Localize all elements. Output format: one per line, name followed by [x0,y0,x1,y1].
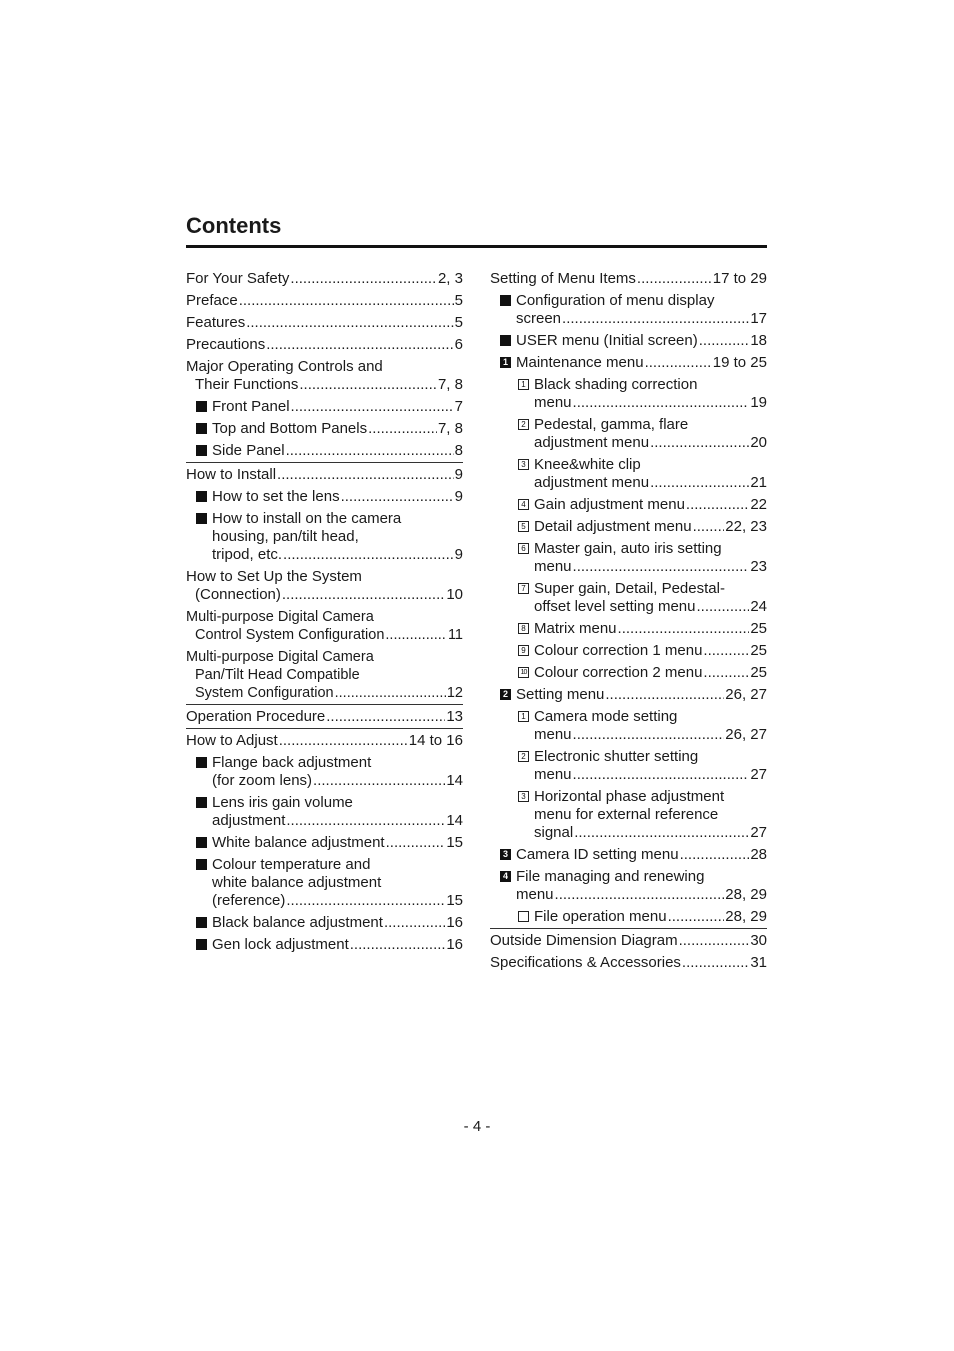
leader-dots [335,684,446,702]
entry-page: 14 [446,812,463,829]
entry-title: Lens iris gain volume [212,794,353,811]
entry-page: 7 [454,398,463,415]
leader-dots [286,892,445,910]
toc-subentry[interactable] [186,914,463,932]
toc-subentry[interactable] [186,510,463,564]
entry-title-cont: adjustment [212,812,286,829]
entry-page: 19 [750,394,767,411]
toc-subsubentry[interactable] [490,748,767,784]
toc-subentry[interactable] [490,292,767,328]
toc-entry[interactable] [490,270,767,288]
entry-page: 9 [454,546,463,563]
boxed-number-1-icon: 1 [518,379,529,390]
square-bullet-icon [196,837,207,848]
entry-title: Setting menu [516,686,605,703]
entry-title: Black balance adjustment [212,914,383,931]
toc-entry[interactable] [186,336,463,354]
toc-subsubentry[interactable] [490,620,767,638]
leader-dots [703,664,749,682]
toc-subsubentry[interactable] [490,580,767,616]
boxed-number-10-icon: 10 [518,667,529,678]
leader-dots [605,686,724,704]
entry-page: 5 [454,314,463,331]
entry-title: Knee&white clip [534,456,641,473]
leader-dots [283,546,454,564]
toc-subentry[interactable] [186,754,463,790]
entry-title: Super gain, Detail, Pedestal- [534,580,725,597]
entry-title: File operation menu [534,908,667,925]
entry-title: White balance adjustment [212,834,385,851]
toc-subentry[interactable] [186,420,463,438]
entry-title: Side Panel [212,442,285,459]
entry-title-cont: System Configuration [195,685,334,701]
boxed-number-7-icon: 7 [518,583,529,594]
leader-dots [384,914,445,932]
square-bullet-icon [196,939,207,950]
leader-dots [277,466,454,484]
toc-subsubentry[interactable] [490,416,767,452]
toc-entry[interactable] [186,608,463,644]
entry-page: 26, 27 [725,686,767,703]
leader-dots [680,846,750,864]
entry-page: 14 [446,772,463,789]
entry-title: Flange back adjustment [212,754,372,771]
boxed-number-9-icon: 9 [518,645,529,656]
leader-dots [279,732,408,750]
boxed-number-6-icon: 6 [518,543,529,554]
number-3-icon: 3 [500,849,511,860]
entry-title-cont: menu [534,558,572,575]
toc-subsubentry[interactable] [490,664,767,682]
entry-page: 15 [446,892,463,909]
entry-page: 7, 8 [437,420,463,437]
leader-dots [696,598,749,616]
number-2-icon: 2 [500,689,511,700]
entry-title: Top and Bottom Panels [212,420,368,437]
leader-dots [555,886,725,904]
entry-title-cont: adjustment menu [534,474,650,491]
leader-dots [668,908,725,926]
leader-dots [290,270,437,288]
entry-title: Colour correction 1 menu [534,642,703,659]
leader-dots [326,708,445,726]
leader-dots [350,936,446,954]
entry-title: File managing and renewing [516,868,705,885]
title-underline [186,245,767,248]
entry-page: 18 [750,332,767,349]
entry-page: 19 to 25 [712,354,767,371]
entry-title: Multi-purpose Digital Camera [186,609,374,625]
entry-page: 28, 29 [725,908,767,925]
toc-subentry[interactable] [186,834,463,852]
toc-subsubentry[interactable] [490,788,767,842]
entry-page: 5 [454,292,463,309]
square-bullet-icon [500,295,511,306]
boxed-number-5-icon: 5 [518,521,529,532]
boxed-number-2-icon: 2 [518,419,529,430]
entry-page: 16 [446,914,463,931]
leader-dots [699,332,750,350]
toc-subentry[interactable] [186,488,463,506]
leader-dots [286,812,445,830]
entry-page: 27 [750,824,767,841]
toc-subentry[interactable] [186,398,463,416]
entry-page: 7, 8 [437,376,463,393]
boxed-number-1-icon: 1 [518,711,529,722]
entry-page: 20 [750,434,767,451]
entry-page: 23 [750,558,767,575]
leader-dots [385,626,447,644]
entry-page: 12 [446,685,463,701]
toc-subsubentry[interactable] [490,376,767,412]
entry-title: How to install on the camera [212,510,402,527]
leader-dots [573,394,750,412]
entry-page: 16 [446,936,463,953]
entry-page: 13 [446,708,463,725]
square-bullet-icon [500,335,511,346]
leader-dots [299,376,437,394]
entry-page: 25 [750,642,767,659]
toc-right-column [490,270,767,976]
entry-title-cont: Pan/Tilt Head Compatible [195,667,360,683]
entry-title-cont: housing, pan/tilt head, [212,528,359,545]
square-bullet-icon [196,513,207,524]
entry-page: 28, 29 [725,886,767,903]
square-bullet-icon [196,797,207,808]
entry-page: 10 [446,586,463,603]
leader-dots [266,336,453,354]
entry-title: Pedestal, gamma, flare [534,416,689,433]
leader-dots [246,314,453,332]
entry-title: Operation Procedure [186,708,326,725]
leader-dots [341,488,454,506]
entry-page: 28 [750,846,767,863]
leader-dots [686,496,749,514]
boxed-number-2-icon: 2 [518,751,529,762]
entry-page: 25 [750,664,767,681]
entry-title-cont: (reference) [212,892,286,909]
leader-dots [386,834,446,852]
toc-subentry[interactable] [490,846,767,864]
toc-subentry[interactable] [186,856,463,910]
toc-subentry[interactable] [490,332,767,350]
toc-entry[interactable] [186,270,463,288]
leader-dots [573,726,725,744]
entry-title-cont: Control System Configuration [195,627,385,643]
square-bullet-icon [196,423,207,434]
entry-page: 21 [750,474,767,491]
entry-title: How to Set Up the System [186,568,362,585]
contents-title: Contents [186,213,282,238]
entry-title: Precautions [186,336,266,353]
square-bullet-icon [196,445,207,456]
entry-title: Setting of Menu Items [490,270,636,287]
entry-title: Preface [186,292,238,309]
boxed-number-3-icon: 3 [518,459,529,470]
leader-dots [650,434,749,452]
entry-page: 2, 3 [437,270,463,287]
leader-dots [645,354,712,372]
entry-title: Horizontal phase adjustment [534,788,725,805]
entry-title: Front Panel [212,398,290,415]
page-number: - 4 - [463,1118,491,1135]
entry-title: Outside Dimension Diagram [490,932,678,949]
leader-dots [573,558,750,576]
entry-title-cont: signal [534,824,574,841]
entry-title: Camera mode setting [534,708,678,725]
toc-subsubentry[interactable] [490,708,767,744]
toc-entry[interactable] [186,732,463,750]
number-4-icon: 4 [500,871,511,882]
toc-entry[interactable] [186,648,463,705]
toc-subentry[interactable] [490,686,767,704]
entry-title-cont: menu [534,394,572,411]
leader-dots [682,954,749,972]
toc-entry[interactable] [490,954,767,972]
entry-title-cont: adjustment menu [534,434,650,451]
toc-left-column [186,270,463,958]
entry-title-cont: menu [534,766,572,783]
leader-dots [239,292,454,310]
entry-title-cont: Their Functions [195,376,299,393]
entry-title-cont: offset level setting menu [534,598,696,615]
number-1-icon: 1 [500,357,511,368]
leader-dots [313,772,445,790]
square-bullet-icon [196,859,207,870]
toc-subsubentry[interactable] [490,456,767,492]
entry-title: Electronic shutter setting [534,748,699,765]
entry-title: Features [186,314,246,331]
leader-dots [291,398,454,416]
entry-page: 6 [454,336,463,353]
entry-title: Maintenance menu [516,354,644,371]
entry-title: Configuration of menu display [516,292,715,309]
leader-dots [574,824,749,842]
entry-title: For Your Safety [186,270,290,287]
leader-dots [650,474,749,492]
entry-title: Gen lock adjustment [212,936,349,953]
entry-title-cont: menu [516,886,554,903]
entry-title-cont: tripod, etc. [212,546,283,563]
toc-subentry[interactable] [186,936,463,954]
entry-title: Camera ID setting menu [516,846,679,863]
square-bullet-icon [196,917,207,928]
leader-dots [368,420,437,438]
entry-title: Specifications & Accessories [490,954,681,971]
entry-page: 9 [454,488,463,505]
entry-title: Black shading correction [534,376,698,393]
entry-page: 24 [750,598,767,615]
entry-page: 30 [750,932,767,949]
boxed-number-8-icon: 8 [518,623,529,634]
entry-title: Colour temperature and [212,856,371,873]
entry-title-cont: screen [516,310,562,327]
leader-dots [693,518,725,536]
toc-entry[interactable] [186,292,463,310]
toc-subentry[interactable] [490,868,767,904]
entry-page: 25 [750,620,767,637]
entry-title-cont: white balance adjustment [212,874,382,891]
leader-dots [703,642,749,660]
boxed-number-3-icon: 3 [518,791,529,802]
toc-subsubentry[interactable] [490,496,767,514]
entry-page: 22, 23 [725,518,767,535]
entry-title: How to Adjust [186,732,278,749]
leader-dots [573,766,750,784]
toc-entry[interactable] [186,568,463,604]
toc-subsubentry[interactable] [490,642,767,660]
toc-entry[interactable] [490,932,767,950]
toc-entry[interactable] [186,708,463,729]
entry-title: Master gain, auto iris setting [534,540,722,557]
square-bullet-icon [196,491,207,502]
entry-page: 17 [750,310,767,327]
leader-dots [286,442,454,460]
entry-title-cont: menu for external reference [534,806,719,823]
toc-entry[interactable] [186,358,463,394]
entry-title: Gain adjustment menu [534,496,685,513]
entry-title: Detail adjustment menu [534,518,692,535]
toc-entry[interactable] [186,314,463,332]
entry-title: Multi-purpose Digital Camera [186,649,374,665]
toc-subsubentry[interactable] [490,518,767,536]
empty-box-icon [518,911,529,922]
entry-page: 14 to 16 [408,732,463,749]
entry-page: 9 [454,466,463,483]
leader-dots [618,620,750,638]
entry-page: 15 [446,834,463,851]
leader-dots [679,932,750,950]
toc-subentry[interactable] [490,354,767,372]
entry-title-cont: menu [534,726,572,743]
entry-page: 8 [454,442,463,459]
entry-title: USER menu (Initial screen) [516,332,698,349]
entry-title: Colour correction 2 menu [534,664,703,681]
toc-subentry[interactable] [186,442,463,463]
entry-title: Matrix menu [534,620,617,637]
entry-page: 22 [750,496,767,513]
toc-subentry[interactable] [186,794,463,830]
boxed-number-4-icon: 4 [518,499,529,510]
toc-subsubentry[interactable] [490,908,767,929]
entry-title: How to set the lens [212,488,340,505]
toc-entry[interactable] [186,466,463,484]
entry-title-cont: (for zoom lens) [212,772,313,789]
toc-subsubentry[interactable] [490,540,767,576]
leader-dots [637,270,712,288]
entry-title: How to Install [186,466,277,483]
leader-dots [282,586,445,604]
entry-page: 27 [750,766,767,783]
entry-page: 26, 27 [725,726,767,743]
entry-title-cont: (Connection) [195,586,281,603]
entry-page: 31 [750,954,767,971]
entry-title: Major Operating Controls and [186,358,383,375]
square-bullet-icon [196,401,207,412]
square-bullet-icon [196,757,207,768]
entry-page: 17 to 29 [712,270,767,287]
leader-dots [562,310,749,328]
entry-page: 11 [447,627,463,643]
